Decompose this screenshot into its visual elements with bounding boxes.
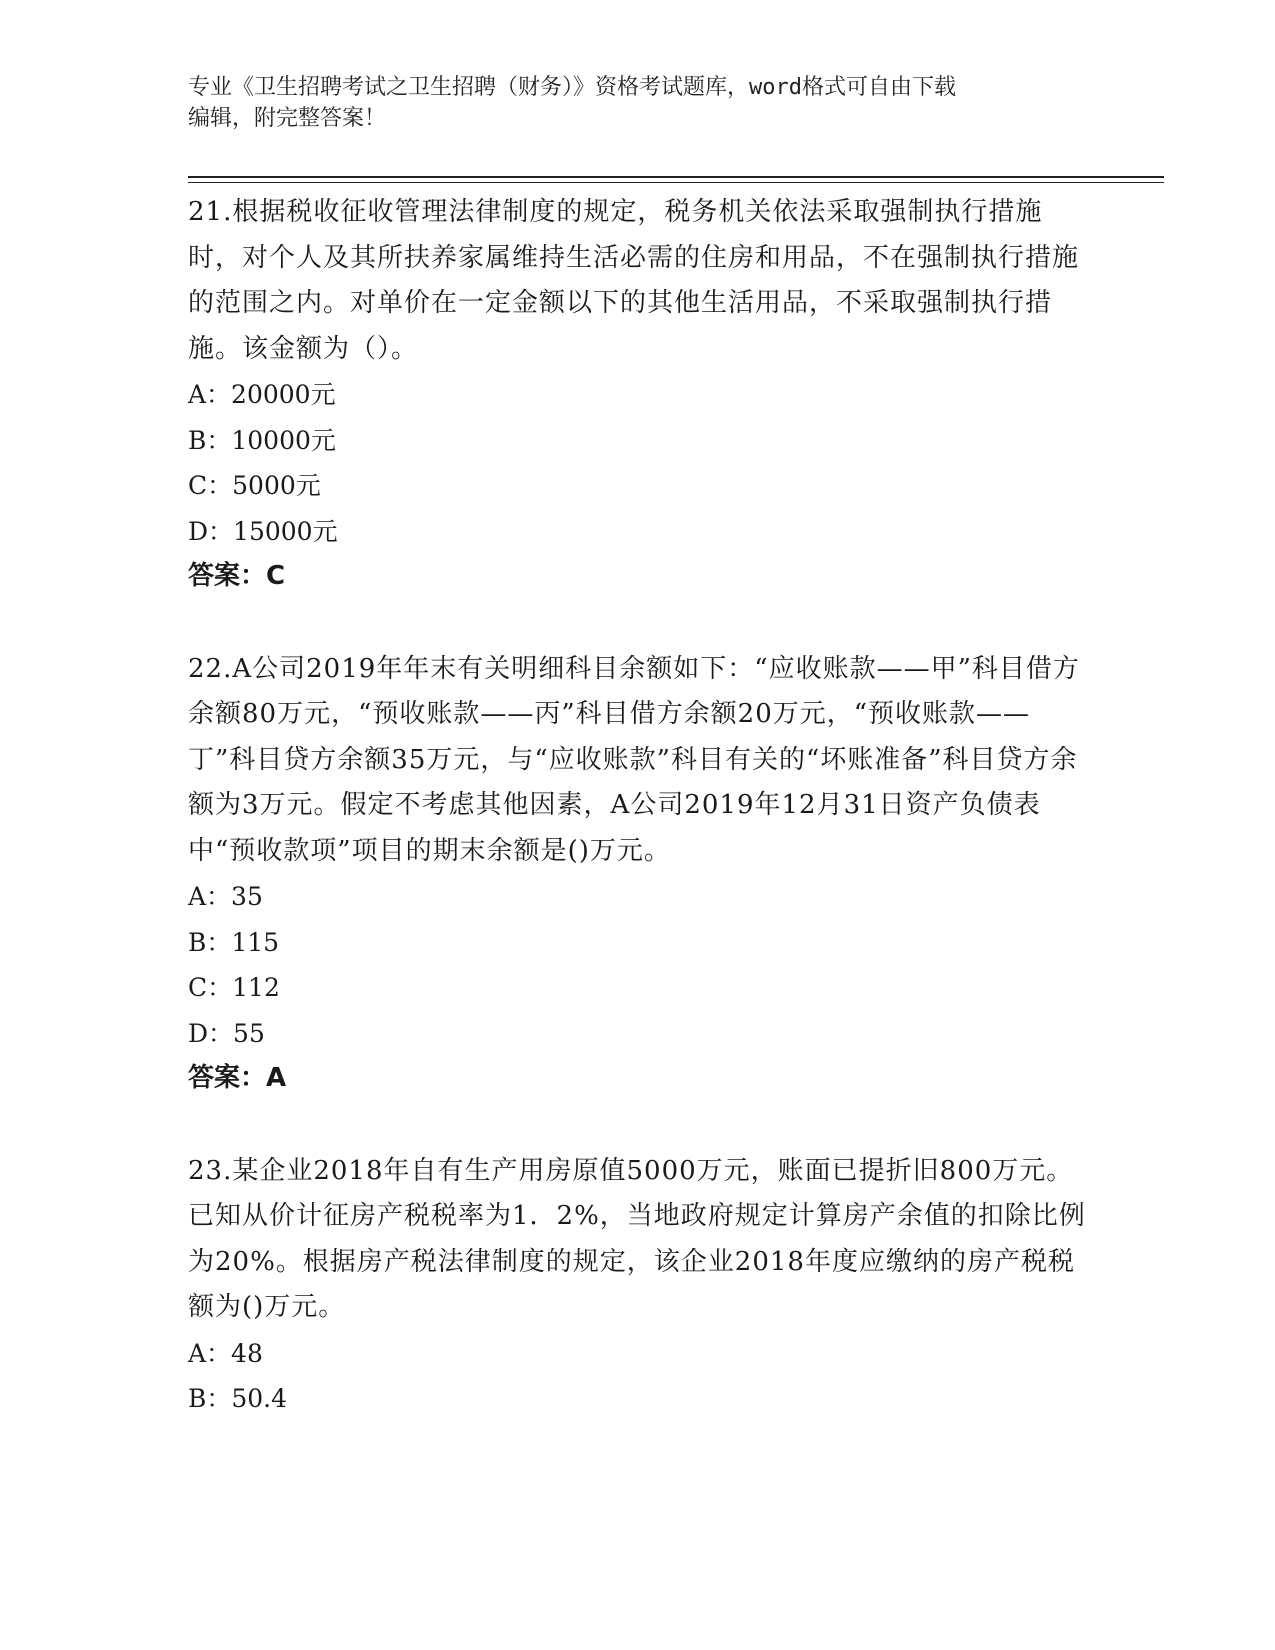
option-a: A：20000元: [188, 380, 336, 409]
option-c: C：5000元: [188, 471, 321, 500]
header-divider-thin: [188, 182, 1164, 183]
question-23: [188, 1149, 1088, 1422]
header-divider-thick: [188, 176, 1164, 178]
option-d: D：15000元: [188, 516, 338, 546]
question-list: [188, 190, 1088, 1422]
option-a: A：48: [188, 1338, 263, 1368]
header-line-2: 编辑，附完整答案！: [188, 106, 387, 131]
question-stem: 22.A公司2019年年末有关明细科目余额如下：“应收账款——甲”科目借方余额80万元，“预收账款——丙”科目借方余额20万元，“预收账款——丁”科目贷方余额35万元，与“应收账款”科目有关的“坏账准备”科目贷方余额为3万元。假定不考虑其他因素，A公司2019年12月31日资产负债表中“预收款项”项目的期末余额是()万元。: [188, 653, 1080, 866]
option-b: B：115: [188, 927, 280, 957]
option-b: B：10000元: [188, 425, 336, 455]
header-line-1: 专业《卫生招聘考试之卫生招聘（财务）》资格考试题库，word格式可自由下载: [188, 75, 956, 100]
answer-line: 答案：A: [188, 1063, 287, 1093]
question-21: [188, 190, 1088, 600]
question-stem: 21.根据税收征收管理法律制度的规定，税务机关依法采取强制执行措施时，对个人及其所扶养家属维持生活必需的住房和用品，不在强制执行措施的范围之内。对单价在一定金额以下的其他生活用品，不采取强制执行措施。该金额为（）。: [188, 197, 1080, 364]
question-22: [188, 647, 1088, 1102]
option-c: C：112: [188, 973, 280, 1002]
spacer: [188, 1102, 1088, 1149]
question-stem: 23.某企业2018年自有生产用房原值5000万元，账面已提折旧800万元。已知从价计征房产税税率为1．2%，当地政府规定计算房产余值的扣除比例为20%。根据房产税法律制度的规定，该企业2018年度应缴纳的房产税税额为()万元。: [188, 1155, 1086, 1322]
answer-line: 答案：C: [188, 561, 286, 591]
spacer: [188, 600, 1088, 647]
option-d: D：55: [188, 1018, 265, 1048]
document-header: [188, 72, 1068, 134]
option-b: B：50.4: [188, 1384, 288, 1413]
option-a: A：35: [188, 882, 263, 911]
